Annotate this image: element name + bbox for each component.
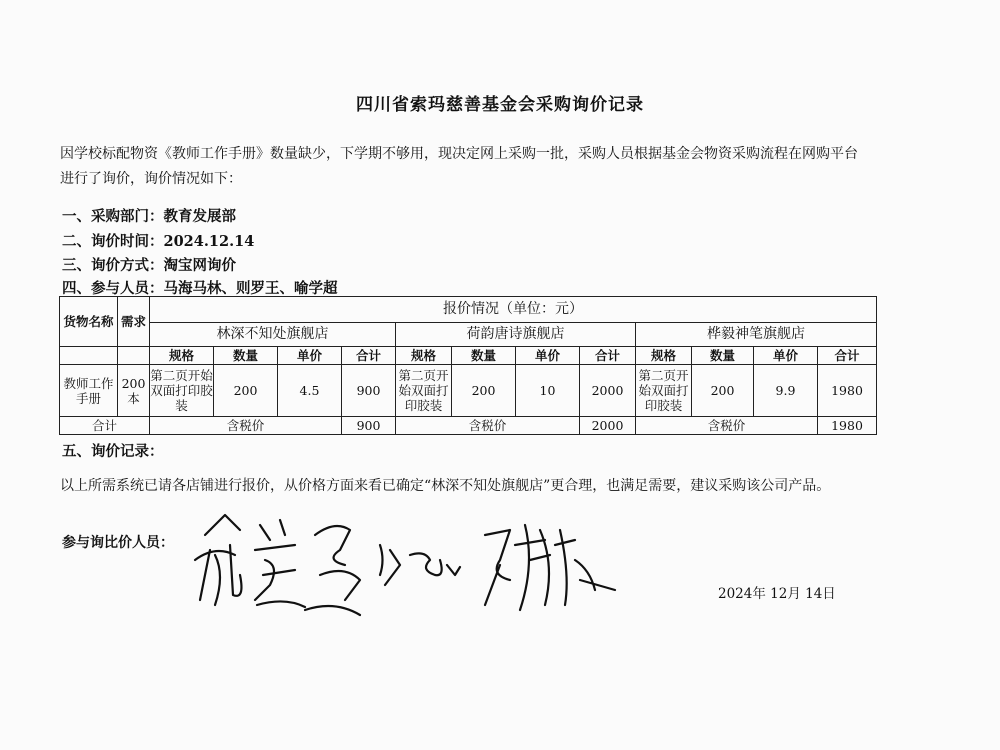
cell-qty: 200 [214, 365, 278, 417]
total-value: 900 [342, 417, 396, 435]
cell-goods: 教师工作手册 [60, 365, 118, 417]
participants-label: 参与询比价人员： [62, 535, 174, 551]
cell-price: 9.9 [754, 365, 818, 417]
header-empty [118, 347, 150, 365]
header-quote: 报价情况（单位：元） [150, 297, 877, 323]
section-inquiry-record: 五、询价记录： [62, 443, 164, 460]
cell-spec: 第二页开始双面打印胶装 [636, 365, 692, 417]
subheader-total: 合计 [580, 347, 636, 365]
subheader-total: 合计 [818, 347, 877, 365]
cell-qty: 200 [452, 365, 516, 417]
header-empty [60, 347, 118, 365]
cell-price: 10 [516, 365, 580, 417]
conclusion-paragraph: 以上所需系统已请各店铺进行报价，从价格方面来看已确定“林深不知处旗舰店”更合理，也满足需要，建议采购该公司产品。 [60, 478, 831, 494]
cell-total: 900 [342, 365, 396, 417]
quote-table [59, 296, 877, 435]
subheader-spec: 规格 [636, 347, 692, 365]
subheader-spec: 规格 [150, 347, 214, 365]
header-demand: 需求 [118, 297, 150, 347]
subheader-total: 合计 [342, 347, 396, 365]
item-participants: 四、参与人员：马海马林、则罗王、喻学超 [62, 280, 338, 297]
total-row [60, 417, 877, 435]
subheader-spec: 规格 [396, 347, 452, 365]
store-name: 荷韵唐诗旗舰店 [396, 323, 636, 347]
subheader-qty: 数量 [214, 347, 278, 365]
store-name: 桦毅神笔旗舰店 [636, 323, 877, 347]
cell-spec: 第二页开始双面打印胶装 [396, 365, 452, 417]
tax-label: 含税价 [150, 417, 342, 435]
subheader-qty: 数量 [452, 347, 516, 365]
subheader-price: 单价 [516, 347, 580, 365]
cell-qty: 200 [692, 365, 754, 417]
tax-label: 含税价 [636, 417, 818, 435]
table-row [60, 365, 877, 417]
total-value: 1980 [818, 417, 877, 435]
item-inquiry-time: 二、询价时间：2024.12.14 [62, 233, 255, 250]
intro-paragraph: 因学校标配物资《教师工作手册》数量缺少，下学期不够用，现决定网上采购一批，采购人员根据基金会物资采购流程在网购平台进行了询价，询价情况如下： [60, 146, 858, 187]
header-goods-name: 货物名称 [60, 297, 118, 347]
signature-date: 2024年 12月 14日 [718, 586, 836, 602]
total-label: 合计 [60, 417, 150, 435]
cell-spec: 第二页开始双面打印胶装 [150, 365, 214, 417]
document-title: 四川省索玛慈善基金会采购询价记录 [356, 95, 644, 115]
tax-label: 含税价 [396, 417, 580, 435]
subheader-qty: 数量 [692, 347, 754, 365]
store-name: 林深不知处旗舰店 [150, 323, 396, 347]
item-inquiry-method: 三、询价方式：淘宝网询价 [62, 257, 236, 274]
cell-total: 2000 [580, 365, 636, 417]
cell-demand: 200本 [118, 365, 150, 417]
cell-price: 4.5 [278, 365, 342, 417]
handwritten-signatures [185, 505, 625, 625]
item-department: 一、采购部门：教育发展部 [62, 208, 236, 225]
total-value: 2000 [580, 417, 636, 435]
subheader-price: 单价 [754, 347, 818, 365]
subheader-price: 单价 [278, 347, 342, 365]
cell-total: 1980 [818, 365, 877, 417]
